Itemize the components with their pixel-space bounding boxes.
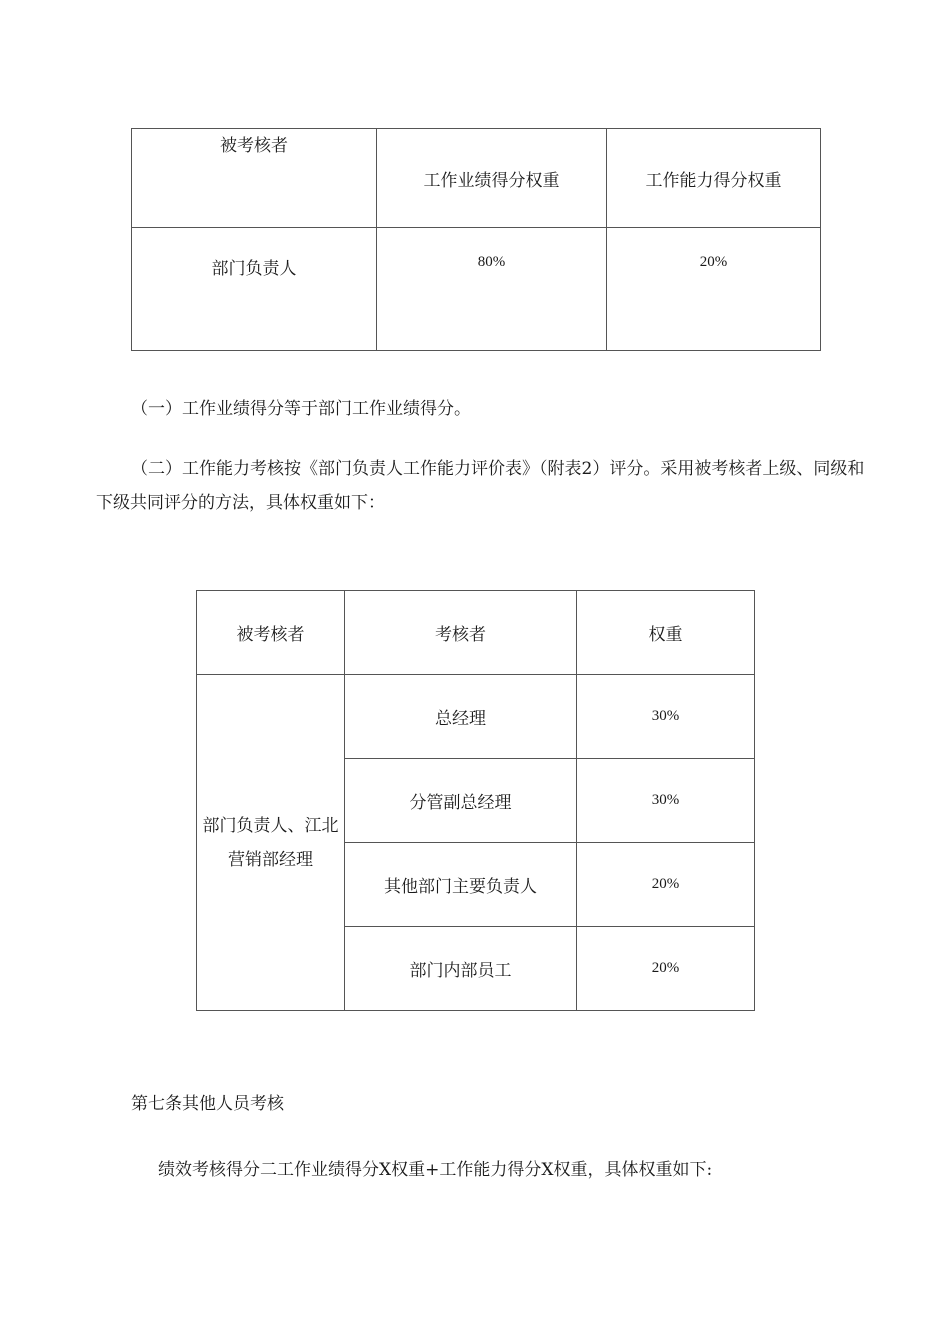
paragraph-score-formula: 绩效考核得分二工作业绩得分X权重+工作能力得分X权重，具体权重如下: — [158, 1160, 713, 1180]
table-row — [197, 675, 755, 759]
cell-evaluator: 总经理 — [345, 675, 577, 759]
cell-ability-weight: 20% — [607, 228, 821, 351]
cell-evaluator: 部门内部员工 — [345, 927, 577, 1011]
cell-weight: 30% — [577, 675, 755, 759]
table-header-row — [132, 129, 821, 228]
weight-table-department-head — [131, 128, 821, 351]
cell-weight: 20% — [577, 843, 755, 927]
header-performance-weight: 工作业绩得分权重 — [377, 129, 607, 228]
paragraph-performance-score: （一）工作业绩得分等于部门工作业绩得分。 — [131, 399, 471, 419]
header-weight: 权重 — [577, 591, 755, 675]
table-row — [132, 228, 821, 351]
evaluator-weight-table — [196, 590, 755, 1011]
header-evaluatee: 被考核者 — [197, 591, 345, 675]
paragraph-ability-assessment: （二）工作能力考核按《部门负责人工作能力评价表》（附表2）评分。采用被考核者上级、同级和下级共同评分的方法，具体权重如下： — [96, 459, 865, 513]
header-ability-weight: 工作能力得分权重 — [607, 129, 821, 228]
section-heading-article-7: 第七条其他人员考核 — [131, 1094, 284, 1114]
cell-evaluatee: 部门负责人 — [132, 228, 377, 351]
cell-evaluator: 其他部门主要负责人 — [345, 843, 577, 927]
cell-weight: 20% — [577, 927, 755, 1011]
table-header-row — [197, 591, 755, 675]
cell-evaluator: 分管副总经理 — [345, 759, 577, 843]
cell-evaluatee: 部门负责人、江北营销部经理 — [197, 675, 345, 1011]
cell-performance-weight: 80% — [377, 228, 607, 351]
header-evaluator: 考核者 — [345, 591, 577, 675]
cell-weight: 30% — [577, 759, 755, 843]
header-evaluatee: 被考核者 — [132, 129, 377, 228]
